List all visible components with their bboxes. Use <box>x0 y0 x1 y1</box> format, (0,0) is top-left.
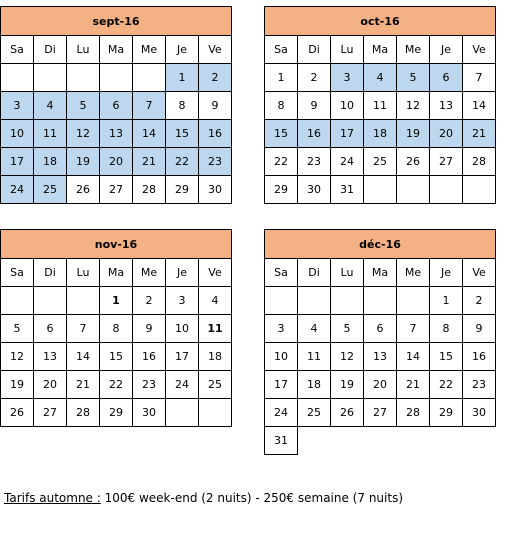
week-row <box>265 315 496 343</box>
day-cell <box>463 176 496 204</box>
day-cell: 31 <box>265 427 298 455</box>
day-cell <box>1 287 34 315</box>
day-cell: 25 <box>34 176 67 204</box>
day-cell: 24 <box>265 399 298 427</box>
day-cell: 12 <box>331 343 364 371</box>
day-cell <box>364 176 397 204</box>
day-cell: 6 <box>430 64 463 92</box>
day-cell: 16 <box>298 120 331 148</box>
day-cell: 12 <box>1 343 34 371</box>
day-cell: 19 <box>331 371 364 399</box>
day-cell <box>1 64 34 92</box>
day-cell: 6 <box>364 315 397 343</box>
day-cell: 18 <box>364 120 397 148</box>
day-cell: 22 <box>100 371 133 399</box>
weekday-label: Ma <box>364 36 397 64</box>
day-cell: 2 <box>133 287 166 315</box>
weekday-label: Lu <box>331 36 364 64</box>
day-cell: 19 <box>397 120 430 148</box>
day-cell: 23 <box>133 371 166 399</box>
weekday-label: Ve <box>463 259 496 287</box>
calendar-sept-16 <box>0 6 232 204</box>
weekday-label: Je <box>430 36 463 64</box>
weekday-label: Je <box>166 259 199 287</box>
week-row <box>265 92 496 120</box>
weekday-label: Je <box>166 36 199 64</box>
day-cell: 15 <box>166 120 199 148</box>
day-cell: 9 <box>298 92 331 120</box>
day-cell <box>397 287 430 315</box>
day-cell: 3 <box>265 315 298 343</box>
day-cell: 21 <box>397 371 430 399</box>
day-cell: 25 <box>298 399 331 427</box>
day-cell: 1 <box>265 64 298 92</box>
calendar-oct-16 <box>264 6 496 204</box>
day-cell: 10 <box>331 92 364 120</box>
day-cell: 4 <box>199 287 232 315</box>
day-cell: 25 <box>199 371 232 399</box>
day-cell: 3 <box>1 92 34 120</box>
tarifs-note <box>4 491 403 505</box>
day-cell: 22 <box>265 148 298 176</box>
week-row <box>265 287 496 315</box>
day-cell: 9 <box>133 315 166 343</box>
day-cell: 16 <box>133 343 166 371</box>
day-cell: 29 <box>100 399 133 427</box>
day-cell: 14 <box>463 92 496 120</box>
day-cell: 10 <box>1 120 34 148</box>
day-cell: 3 <box>166 287 199 315</box>
day-cell: 4 <box>34 92 67 120</box>
day-cell: 27 <box>430 148 463 176</box>
week-row <box>265 120 496 148</box>
day-cell: 23 <box>298 148 331 176</box>
weekday-label: Me <box>397 259 430 287</box>
day-cell: 7 <box>463 64 496 92</box>
weekday-label: Lu <box>67 259 100 287</box>
weekday-label: Sa <box>1 259 34 287</box>
day-cell: 21 <box>463 120 496 148</box>
day-cell: 16 <box>199 120 232 148</box>
day-cell: 30 <box>133 399 166 427</box>
day-cell: 14 <box>397 343 430 371</box>
day-cell: 14 <box>133 120 166 148</box>
month-title: oct-16 <box>265 7 496 36</box>
weekday-label: Ma <box>364 259 397 287</box>
day-cell: 13 <box>100 120 133 148</box>
day-cell: 8 <box>166 92 199 120</box>
day-cell: 20 <box>364 371 397 399</box>
day-cell: 17 <box>331 120 364 148</box>
week-row <box>1 92 232 120</box>
month-title: sept-16 <box>1 7 232 36</box>
day-cell <box>166 399 199 427</box>
week-row <box>265 148 496 176</box>
day-cell: 7 <box>67 315 100 343</box>
day-cell <box>67 287 100 315</box>
day-cell: 12 <box>67 120 100 148</box>
day-cell: 23 <box>199 148 232 176</box>
day-cell: 2 <box>199 64 232 92</box>
day-cell <box>100 64 133 92</box>
day-cell <box>397 176 430 204</box>
weekday-label: Ve <box>463 36 496 64</box>
day-cell: 2 <box>298 64 331 92</box>
day-cell <box>298 287 331 315</box>
day-cell: 11 <box>34 120 67 148</box>
day-cell: 3 <box>331 64 364 92</box>
weekday-label: Me <box>397 36 430 64</box>
day-cell: 5 <box>397 64 430 92</box>
day-cell: 28 <box>133 176 166 204</box>
weekday-label: Sa <box>1 36 34 64</box>
day-cell: 17 <box>265 371 298 399</box>
day-cell: 12 <box>397 92 430 120</box>
day-cell <box>430 176 463 204</box>
day-cell: 18 <box>34 148 67 176</box>
day-cell: 29 <box>166 176 199 204</box>
week-row <box>1 148 232 176</box>
day-cell: 19 <box>1 371 34 399</box>
tarifs-label: Tarifs automne : <box>4 491 101 505</box>
week-row <box>1 399 232 427</box>
day-cell: 24 <box>331 148 364 176</box>
day-cell: 11 <box>298 343 331 371</box>
week-row <box>1 371 232 399</box>
day-cell: 28 <box>397 399 430 427</box>
day-cell: 15 <box>265 120 298 148</box>
day-cell: 27 <box>364 399 397 427</box>
day-cell: 26 <box>331 399 364 427</box>
day-cell: 16 <box>463 343 496 371</box>
day-cell: 14 <box>67 343 100 371</box>
weekday-label: Sa <box>265 36 298 64</box>
day-cell: 31 <box>331 176 364 204</box>
day-cell: 26 <box>1 399 34 427</box>
day-cell: 30 <box>298 176 331 204</box>
day-cell: 25 <box>364 148 397 176</box>
day-cell: 10 <box>265 343 298 371</box>
day-cell: 6 <box>100 92 133 120</box>
day-cell: 30 <box>463 399 496 427</box>
day-cell: 13 <box>34 343 67 371</box>
week-row <box>1 176 232 204</box>
weekday-label: Ve <box>199 259 232 287</box>
day-cell: 9 <box>199 92 232 120</box>
day-cell: 17 <box>1 148 34 176</box>
day-cell: 20 <box>34 371 67 399</box>
day-cell: 29 <box>265 176 298 204</box>
day-cell <box>331 287 364 315</box>
day-cell: 30 <box>199 176 232 204</box>
day-cell: 11 <box>364 92 397 120</box>
weekday-label: Me <box>133 36 166 64</box>
weekday-label: Di <box>298 259 331 287</box>
month-title: nov-16 <box>1 230 232 259</box>
week-row <box>1 315 232 343</box>
day-cell: 17 <box>166 343 199 371</box>
day-cell: 2 <box>463 287 496 315</box>
day-cell: 18 <box>199 343 232 371</box>
weekday-label: Ma <box>100 36 133 64</box>
day-cell: 24 <box>166 371 199 399</box>
day-cell: 29 <box>430 399 463 427</box>
day-cell: 10 <box>166 315 199 343</box>
day-cell <box>34 64 67 92</box>
day-cell: 8 <box>100 315 133 343</box>
week-row <box>265 371 496 399</box>
weekday-label: Lu <box>67 36 100 64</box>
weekday-label: Di <box>34 259 67 287</box>
day-cell: 26 <box>67 176 100 204</box>
month-title: déc-16 <box>265 230 496 259</box>
weekday-label: Sa <box>265 259 298 287</box>
week-row <box>265 427 496 455</box>
empty-space <box>298 427 496 455</box>
day-cell: 9 <box>463 315 496 343</box>
weekday-label: Lu <box>331 259 364 287</box>
day-cell: 28 <box>67 399 100 427</box>
day-cell: 26 <box>397 148 430 176</box>
day-cell: 20 <box>430 120 463 148</box>
day-cell: 4 <box>364 64 397 92</box>
day-cell <box>133 64 166 92</box>
day-cell: 5 <box>1 315 34 343</box>
calendar-dec-16 <box>264 229 496 455</box>
day-cell: 4 <box>298 315 331 343</box>
week-row <box>265 64 496 92</box>
day-cell: 7 <box>133 92 166 120</box>
day-cell: 8 <box>430 315 463 343</box>
week-row <box>265 399 496 427</box>
week-row <box>1 343 232 371</box>
day-cell <box>364 287 397 315</box>
day-cell: 21 <box>133 148 166 176</box>
weekday-label: Ve <box>199 36 232 64</box>
day-cell: 11 <box>199 315 232 343</box>
week-row <box>265 343 496 371</box>
day-cell: 5 <box>331 315 364 343</box>
day-cell: 22 <box>166 148 199 176</box>
weekday-label: Di <box>34 36 67 64</box>
weekday-label: Je <box>430 259 463 287</box>
weekday-label: Di <box>298 36 331 64</box>
day-cell: 21 <box>67 371 100 399</box>
week-row <box>1 120 232 148</box>
week-row <box>1 64 232 92</box>
day-cell: 27 <box>34 399 67 427</box>
day-cell: 1 <box>100 287 133 315</box>
weekday-label: Me <box>133 259 166 287</box>
week-row <box>265 176 496 204</box>
calendar-nov-16 <box>0 229 232 427</box>
day-cell: 8 <box>265 92 298 120</box>
day-cell: 24 <box>1 176 34 204</box>
day-cell <box>265 287 298 315</box>
day-cell <box>34 287 67 315</box>
day-cell: 1 <box>166 64 199 92</box>
day-cell: 7 <box>397 315 430 343</box>
day-cell: 27 <box>100 176 133 204</box>
day-cell: 13 <box>430 92 463 120</box>
day-cell: 15 <box>100 343 133 371</box>
day-cell: 20 <box>100 148 133 176</box>
tarifs-text: 100€ week-end (2 nuits) - 250€ semaine (7 nuits) <box>100 491 403 505</box>
day-cell: 28 <box>463 148 496 176</box>
day-cell: 6 <box>34 315 67 343</box>
weekday-label: Ma <box>100 259 133 287</box>
day-cell: 18 <box>298 371 331 399</box>
day-cell <box>67 64 100 92</box>
day-cell: 5 <box>67 92 100 120</box>
week-row <box>1 287 232 315</box>
day-cell: 23 <box>463 371 496 399</box>
day-cell: 19 <box>67 148 100 176</box>
day-cell: 22 <box>430 371 463 399</box>
day-cell: 15 <box>430 343 463 371</box>
day-cell: 13 <box>364 343 397 371</box>
day-cell: 1 <box>430 287 463 315</box>
day-cell <box>199 399 232 427</box>
